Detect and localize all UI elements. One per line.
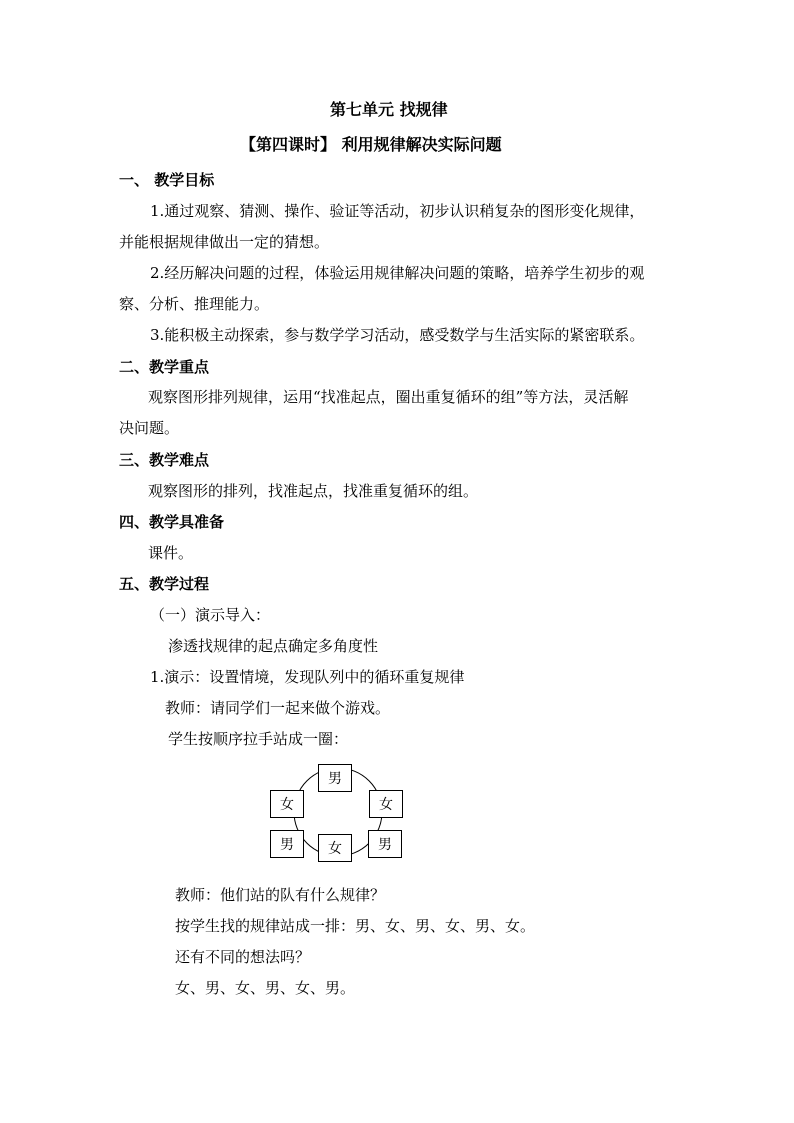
materials-line: 课件。 (148, 544, 194, 562)
circle-position-bottom: 女 (318, 834, 352, 862)
section-heading-process: 五、教学过程 (119, 575, 210, 593)
section-heading-materials: 四、教学具准备 (119, 513, 225, 531)
students-line-1: 学生按顺序拉手站成一圈： (168, 730, 349, 748)
section-heading-difficulties: 三、教学难点 (119, 451, 210, 469)
section-heading-key-points: 二、教学重点 (119, 358, 210, 376)
row-arrangement-2: 女、男、女、男、女、男。 (175, 979, 356, 997)
teacher-line-1: 教师：请同学们一起来做个游戏。 (165, 699, 391, 717)
unit-title: 第七单元 找规律 (330, 100, 448, 119)
key-points-line-1: 观察图形排列规律，运用“找准起点，圈出重复循环的组”等方法，灵活解 (148, 388, 629, 406)
difficulties-line: 观察图形的排列，找准起点，找准重复循环的组。 (148, 482, 479, 500)
circle-position-upper-right: 女 (369, 790, 403, 818)
circle-position-lower-left: 男 (270, 830, 304, 858)
objective-2-line-2: 察、分析、推理能力。 (119, 295, 270, 313)
objective-3: 3.能积极主动探索，参与数学学习活动，感受数学与生活实际的紧密联系。 (150, 326, 645, 344)
objective-1-line-2: 并能根据规律做出一定的猜想。 (119, 233, 330, 251)
process-step-1: 1.演示：设置情境，发现队列中的循环重复规律 (150, 668, 465, 686)
row-arrangement-1: 按学生找的规律站成一排：男、女、男、女、男、女。 (175, 917, 536, 935)
circle-position-upper-left: 女 (270, 790, 304, 818)
lesson-title: 【第四课时】 利用规律解决实际问题 (240, 135, 502, 154)
process-sub1-description: 渗透找规律的起点确定多角度性 (168, 637, 379, 655)
objective-2-line-1: 2.经历解决问题的过程，体验运用规律解决问题的策略，培养学生初步的观 (150, 264, 645, 282)
section-heading-objectives: 一、 教学目标 (119, 171, 215, 189)
teacher-line-2: 教师：他们站的队有什么规律？ (175, 886, 386, 904)
process-subheading-1: （一）演示导入： (150, 606, 271, 624)
circle-position-top: 男 (318, 764, 352, 792)
question-line-2: 还有不同的想法吗？ (175, 948, 311, 966)
objective-1-line-1: 1.通过观察、猜测、操作、验证等活动，初步认识稍复杂的图形变化规律， (150, 202, 645, 220)
key-points-line-2: 决问题。 (119, 419, 180, 437)
circle-position-lower-right: 男 (368, 830, 402, 858)
